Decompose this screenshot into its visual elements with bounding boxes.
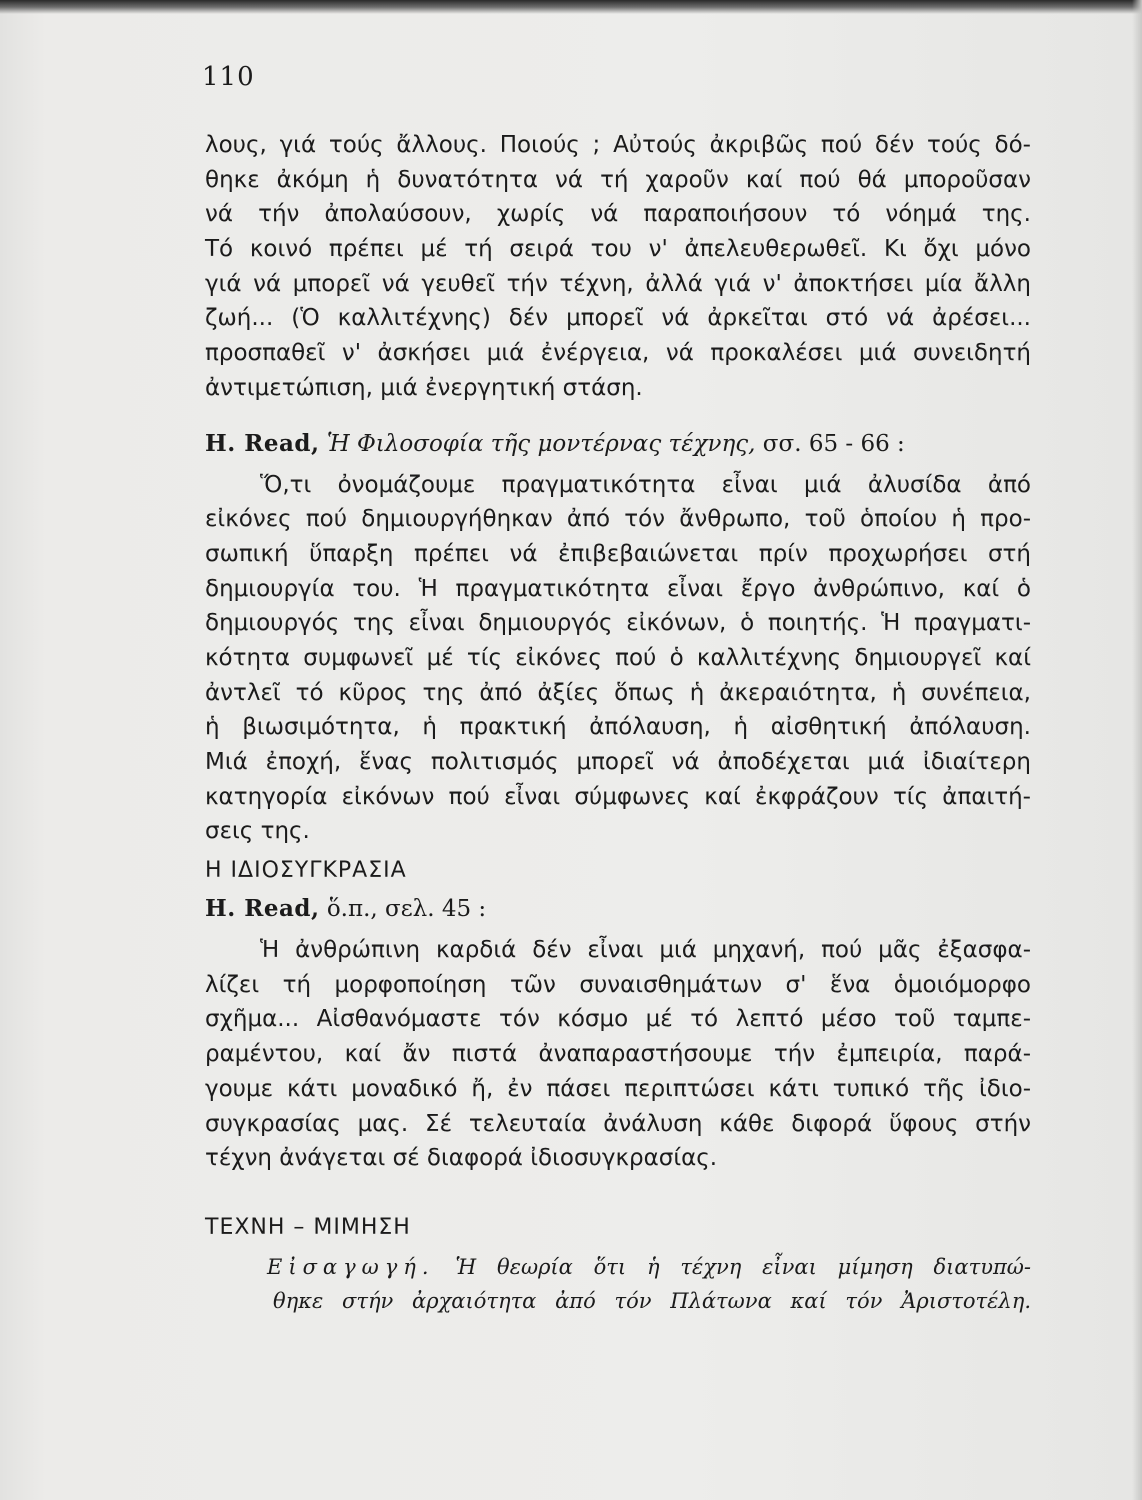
citation-work: Ἡ Φιλοσοφία τῆς μοντέρνας τέχνης, — [326, 430, 756, 457]
text-line: λίζει τή μορφοποίηση τῶν συναισθημάτων σ' ἕνα ὁμοιόμορφο — [205, 971, 1031, 998]
text-line: λους, γιά τούς ἄλλους. Ποιούς ; Αὐτούς ἀκριβῶς πού δέν τούς δό- — [205, 132, 1031, 158]
text-line: εἰκόνες πού δημιουργήθηκαν ἀπό τόν ἄνθρωπο, τοῦ ὁποίου ἡ προ- — [205, 506, 1031, 533]
paragraph-2 — [205, 468, 1031, 850]
text-line: σεις της. — [205, 818, 310, 845]
text-line: ζωή... (Ὁ καλλιτέχνης) δέν μπορεῖ νά ἀρκεῖται στό νά ἀρέσει... — [205, 305, 1031, 332]
text-line: δημιουργία του. Ἡ πραγματικότητα εἶναι ἔργο ἀνθρώπινο, καί ὁ — [205, 575, 1031, 602]
text-line: Μιά ἐποχή, ἕνας πολιτισμός μπορεῖ νά ἀποδέχεται μιά ἰδιαίτερη — [205, 749, 1031, 775]
citation-pages: σσ. 65 - 66 : — [762, 430, 905, 457]
section-heading-art-mimesis: ΤΕΧΝΗ – ΜΙΜΗΣΗ — [205, 1214, 411, 1240]
text-line: νά τήν ἀπολαύσουν, χωρίς νά παραποιήσουν τό νόημά της. — [205, 201, 1031, 228]
text-line: ἀντιμετώπιση, μιά ἐνεργητική στάση. — [205, 374, 643, 401]
text-line: σχῆμα... Αἰσθανόμαστε τόν κόσμο μέ τό λεπτό μέσο τοῦ ταμπε- — [205, 1006, 1031, 1033]
citation-author: H. Read, — [205, 429, 320, 457]
section-heading-idiosyncrasy: Η ΙΔΙΟΣΥΓΚΡΑΣΙΑ — [205, 858, 407, 884]
text-line: προσπαθεῖ ν' ἀσκήσει μιά ἐνέργεια, νά προκαλέσει μιά συνειδητή — [205, 340, 1031, 367]
citation-read-philosophy — [205, 426, 1031, 462]
text-line: κατηγορία εἰκόνων πού εἶναι σύμφωνες καί ἐκφράζουν τίς ἀπαιτή- — [205, 783, 1031, 810]
scan-right-edge — [1132, 0, 1142, 1500]
text-line: τέχνη ἀνάγεται σέ διαφορά ἰδιοσυγκρασίας. — [205, 1145, 718, 1172]
citation-author: H. Read, — [205, 895, 320, 923]
introduction — [205, 1250, 1031, 1318]
intro-label: Εἰσαγωγή. — [267, 1254, 435, 1279]
page-content — [205, 128, 1031, 1318]
text-line: ἀντλεῖ τό κῦρος της ἀπό ἀξίες ὅπως ἡ ἀκεραιότητα, ἡ συνέπεια, — [205, 679, 1031, 706]
text-line: γουμε κάτι μοναδικό ἤ, ἐν πάσει περιπτώσει κάτι τυπικό τῆς ἰδιο- — [205, 1075, 1031, 1102]
text-line: γιά νά μπορεῖ νά γευθεῖ τήν τέχνη, ἀλλά γιά ν' ἀποκτήσει μία ἄλλη — [205, 270, 1031, 297]
spacer — [205, 406, 1031, 426]
text-line: Ὅ,τι ὀνομάζουμε πραγματικότητα εἶναι μιά ἀλυσίδα ἀπό — [260, 471, 1031, 498]
text-line: ἡ βιωσιμότητα, ἡ πρακτική ἀπόλαυση, ἡ αἰσθητική ἀπόλαυση. — [205, 714, 1031, 741]
paragraph-3 — [205, 933, 1031, 1176]
citation-read-op-cit — [205, 891, 1031, 927]
text-line: κότητα συμφωνεῖ μέ τίς εἰκόνες πού ὁ καλλιτέχνης δημιουργεῖ καί — [205, 644, 1031, 671]
paragraph-1 — [205, 128, 1031, 406]
text-line: Ἡ ἀνθρώπινη καρδιά δέν εἶναι μιά μηχανή, πού μᾶς ἐξασφα- — [260, 937, 1031, 964]
intro-line — [205, 1250, 1031, 1284]
text-line: θηκε ἀκόμη ἡ δυνατότητα νά τή χαροῦν καί πού θά μποροῦσαν — [205, 166, 1031, 193]
page-number: 110 — [202, 62, 255, 92]
text-line: δημιουργός της εἶναι δημιουργός εἰκόνων, ὁ ποιητής. Ἡ πραγματι- — [205, 610, 1031, 637]
text-line: σωπική ὕπαρξη πρέπει νά ἐπιβεβαιώνεται πρίν προχωρήσει στή — [205, 540, 1031, 567]
scan-top-edge — [0, 0, 1142, 14]
text-line: Τό κοινό πρέπει μέ τή σειρά του ν' ἀπελευθερωθεῖ. Κι ὄχι μόνο — [205, 236, 1031, 263]
intro-text: Ἡ θεωρία ὅτι ἡ τέχνη εἶναι μίμηση διατυπώ- — [455, 1254, 1031, 1279]
intro-line: θηκε στήν ἀρχαιότητα ἀπό τόν Πλάτωνα καί τόν Ἀριστοτέλη. — [273, 1288, 1031, 1313]
text-line: συγκρασίας μας. Σέ τελευταία ἀνάλυση κάθε διφορά ὕφους στήν — [205, 1110, 1031, 1137]
citation-work: ὅ.π., σελ. 45 : — [326, 896, 487, 923]
text-line: ραμέντου, καί ἄν πιστά ἀναπαραστήσουμε τήν ἐμπειρία, παρά- — [205, 1041, 1031, 1068]
